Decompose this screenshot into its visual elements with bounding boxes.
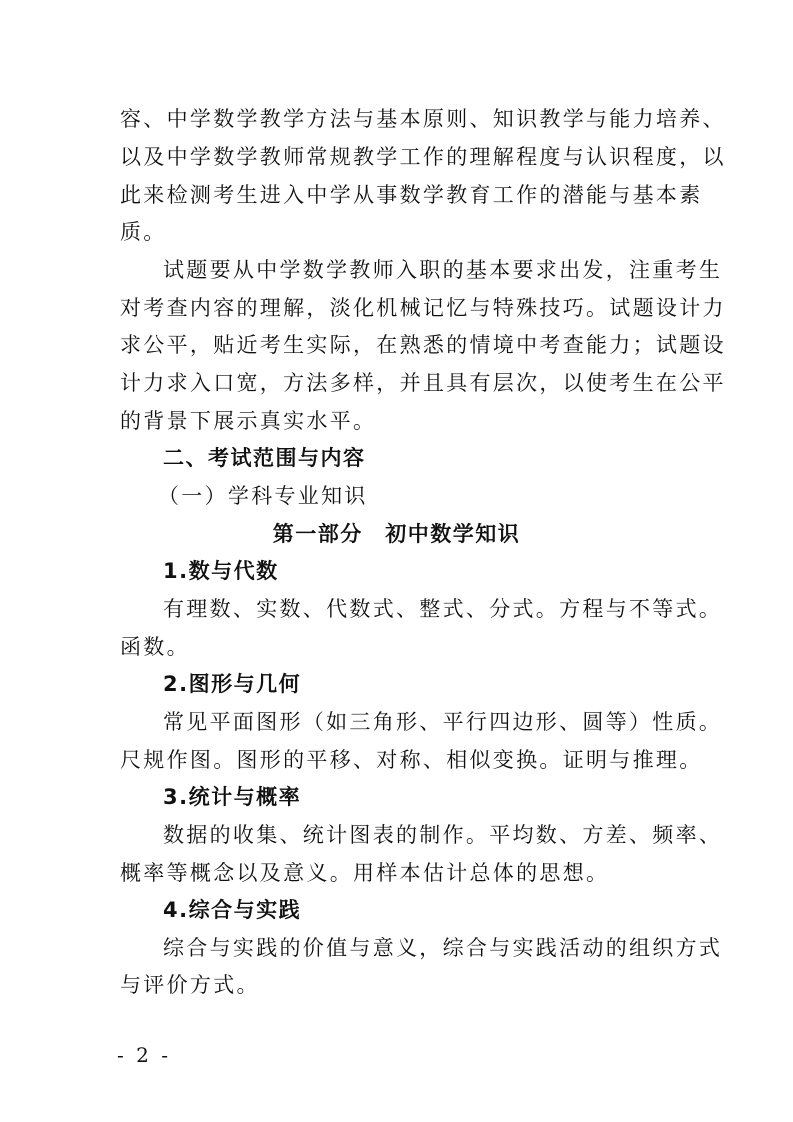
topic-2-line-1: 常见平面图形（如三角形、平行四边形、圆等）性质。 [163,710,723,734]
topic-4-heading: 4.综合与实践 [163,898,302,922]
topic-2-heading: 2.图形与几何 [163,672,302,696]
topic-2-line-2: 尺规作图。图形的平移、对称、相似变换。证明与推理。 [120,748,703,772]
topic-1-line-2: 函数。 [120,635,190,659]
topic-1-line-1: 有理数、实数、代数式、整式、分式。方程与不等式。 [163,597,723,621]
topic-4-line-2: 与评价方式。 [120,973,260,997]
paragraph-1-line-1: 容、中学数学教学方法与基本原则、知识教学与能力培养、 [120,107,726,131]
paragraph-1-line-3: 此来检测考生进入中学从事数学教育工作的潜能与基本素 [120,183,703,207]
part-title: 第一部分 初中数学知识 [272,522,521,546]
section-heading: 二、考试范围与内容 [163,446,366,470]
paragraph-2-line-2: 对考查内容的理解，淡化机械记忆与特殊技巧。试题设计力 [120,296,726,320]
subsection-heading: （一）学科专业知识 [158,484,368,508]
page-number: - 2 - [117,1043,171,1067]
topic-3-line-1: 数据的收集、统计图表的制作。平均数、方差、频率、 [163,823,723,847]
topic-3-line-2: 概率等概念以及意义。用样本估计总体的思想。 [120,861,610,885]
paragraph-2-line-1: 试题要从中学数学教师入职的基本要求出发，注重考生 [163,258,723,282]
paragraph-2-line-5: 的背景下展示真实水平。 [120,409,377,433]
paragraph-2-line-3: 求公平，贴近考生实际，在熟悉的情境中考查能力；试题设 [120,333,726,357]
topic-1-heading: 1.数与代数 [163,559,279,583]
paragraph-2-line-4: 计力求入口宽，方法多样，并且具有层次，以使考生在公平 [120,371,726,395]
paragraph-1-line-4: 质。 [120,220,167,244]
topic-3-heading: 3.统计与概率 [163,785,302,809]
topic-4-line-1: 综合与实践的价值与意义，综合与实践活动的组织方式 [163,936,723,960]
paragraph-1-line-2: 以及中学数学教师常规教学工作的理解程度与认识程度，以 [120,145,726,169]
